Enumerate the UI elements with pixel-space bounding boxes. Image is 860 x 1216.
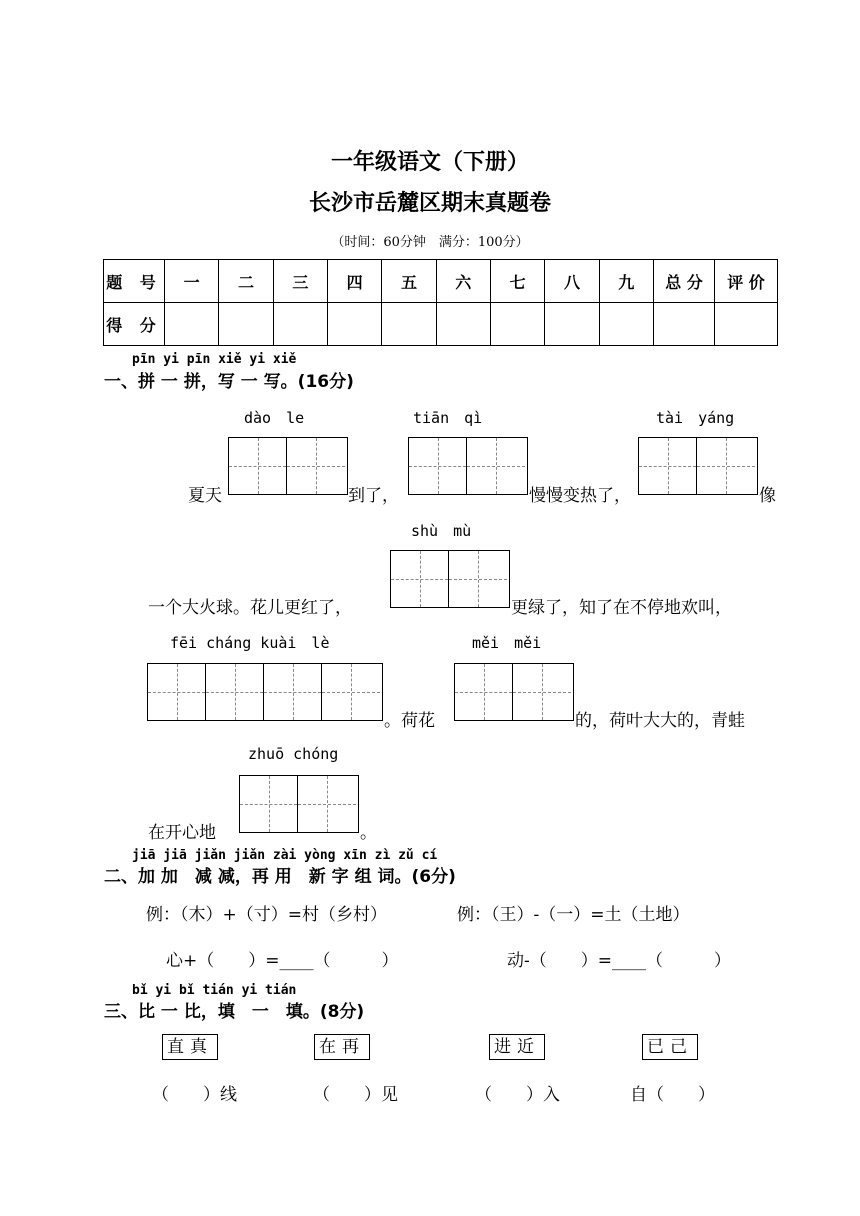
section3-pinyin: bǐ yi bǐ tián yi tián	[132, 983, 297, 998]
pinyin-taiyang: tài yáng	[656, 409, 735, 427]
char-pair-4: 已己	[642, 1034, 698, 1060]
section3-title: 三、比 一 比，填 一 填。(8分)	[104, 1002, 365, 1022]
pinyin-zhuochong: zhuō chóng	[248, 745, 339, 763]
text-daole: 到了，	[348, 486, 399, 506]
writing-grid-zhuochong[interactable]	[239, 775, 359, 833]
text-manman: 慢慢变热了，	[529, 486, 631, 506]
score-col: 九	[599, 260, 653, 303]
score-col: 二	[219, 260, 273, 303]
pinyin-daole: dào le	[244, 409, 305, 427]
pinyin-feichang: fēi cháng kuài lè	[170, 634, 330, 652]
text-xiatian: 夏天	[188, 486, 222, 506]
score-cell[interactable]	[654, 303, 715, 346]
score-row-label: 得 分	[104, 303, 165, 346]
question-2[interactable]: 动-（ ）=____（ ）	[507, 951, 731, 971]
score-col: 评 价	[715, 260, 778, 303]
char-pair-3: 进近	[489, 1034, 545, 1060]
blank-2[interactable]: （ ）见	[313, 1085, 398, 1105]
blank-3[interactable]: （ ）入	[475, 1085, 560, 1105]
score-cell[interactable]	[715, 303, 778, 346]
section2-title: 二、加 加 减 减，再 用 新 字 组 词。(6分)	[104, 867, 456, 887]
blank-1[interactable]: （ ）线	[152, 1085, 237, 1105]
section1-title: 一、拼 一 拼，写 一 写。(16分)	[104, 372, 354, 392]
writing-grid-tianqi[interactable]	[408, 437, 528, 495]
writing-grid-taiyang[interactable]	[638, 437, 758, 495]
page-subtitle: 长沙市岳麓区期末真题卷	[308, 191, 551, 216]
question-1[interactable]: 心+（ ）=____（ ）	[166, 951, 399, 971]
char-pair-2: 在再	[314, 1034, 370, 1060]
text-xiang: 像	[759, 486, 776, 506]
text-hehua: 。荷花	[384, 711, 435, 731]
score-col: 五	[382, 260, 436, 303]
exam-info: （时间：60分钟 满分：100分）	[331, 235, 529, 250]
pinyin-shumu: shù mù	[411, 522, 472, 540]
writing-grid-daole[interactable]	[228, 437, 348, 495]
score-col: 八	[545, 260, 599, 303]
example-2: 例：（王）-（一）=土（土地）	[457, 905, 690, 925]
score-col: 总 分	[654, 260, 715, 303]
example-1: 例：（木）+（寸）=村（乡村）	[146, 905, 387, 925]
score-cell[interactable]	[165, 303, 219, 346]
section1-pinyin: pīn yi pīn xiě yi xiě	[132, 352, 297, 367]
score-col: 一	[165, 260, 219, 303]
score-header: 题 号	[104, 260, 165, 303]
score-cell[interactable]	[382, 303, 436, 346]
pinyin-meimei: měi měi	[472, 634, 542, 652]
section2-pinyin: jiā jiā jiǎn jiǎn zài yòng xīn zì zǔ cí	[132, 848, 438, 863]
score-cell[interactable]	[436, 303, 490, 346]
page-title: 一年级语文（下册）	[330, 150, 529, 175]
text-line2a: 一个大火球。花儿更红了，	[148, 598, 352, 618]
score-cell[interactable]	[327, 303, 381, 346]
writing-grid-feichang[interactable]	[147, 663, 383, 721]
score-table	[103, 259, 778, 346]
score-cell[interactable]	[545, 303, 599, 346]
blank-4[interactable]: 自（ ）	[630, 1085, 715, 1105]
pinyin-tianqi: tiān qì	[413, 409, 483, 427]
score-col: 三	[273, 260, 327, 303]
writing-grid-meimei[interactable]	[454, 663, 574, 721]
score-col: 四	[327, 260, 381, 303]
score-cell[interactable]	[273, 303, 327, 346]
score-col: 六	[436, 260, 490, 303]
char-pair-1: 直真	[162, 1034, 218, 1060]
text-line2b: 更绿了，知了在不停地欢叫，	[511, 598, 732, 618]
writing-grid-shumu[interactable]	[390, 550, 510, 608]
score-cell[interactable]	[219, 303, 273, 346]
text-end: 。	[360, 823, 377, 843]
score-cell[interactable]	[599, 303, 653, 346]
text-kaixin: 在开心地	[148, 823, 216, 843]
text-heye: 的，荷叶大大的，青蛙	[575, 711, 745, 731]
score-col: 七	[490, 260, 544, 303]
score-cell[interactable]	[490, 303, 544, 346]
